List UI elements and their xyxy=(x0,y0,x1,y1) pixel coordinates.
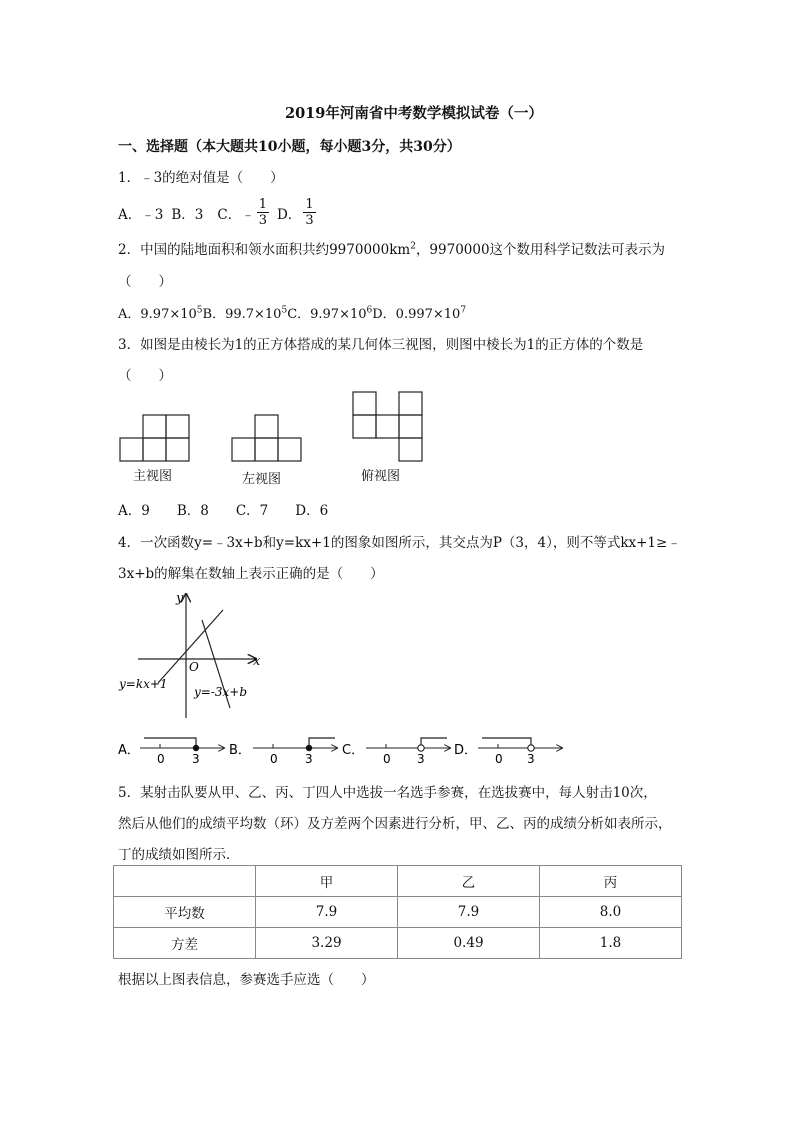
question-5-question: 根据以上图表信息，参赛选手应选（ ） xyxy=(118,972,375,988)
question-4-stem-line1: 4．一次函数y=﹣3x+b和y=kx+1的图象如图所示，其交点为P（3，4），则不等式kx+1≥﹣ xyxy=(118,535,681,551)
table-cell: 1.8 xyxy=(540,928,682,959)
svg-text:3: 3 xyxy=(527,752,535,766)
question-3-options: A．9 B．8 C．7 D．6 xyxy=(118,503,329,519)
option-a-label: A． xyxy=(118,743,140,758)
q2-option-c-exp: 6 xyxy=(366,305,373,316)
x-axis-label: x xyxy=(253,654,261,669)
q1-option-a: A．﹣3 xyxy=(118,206,164,223)
table-header-cell: 甲 xyxy=(256,866,398,897)
table-row xyxy=(114,897,682,928)
page-title: 2019年河南省中考数学模拟试卷（一） xyxy=(285,105,543,122)
q2-option-d-exp: 7 xyxy=(460,305,467,316)
origin-label: O xyxy=(189,660,199,674)
q2-option-d: D．0.997×10 xyxy=(372,307,461,322)
number-line-b xyxy=(253,738,337,766)
y-axis-label: y xyxy=(176,591,184,606)
number-line-options xyxy=(116,730,566,770)
top-view-label: 俯视图 xyxy=(361,469,401,484)
q2-option-a-exp: 5 xyxy=(196,305,203,316)
svg-text:3: 3 xyxy=(305,752,313,766)
table-header-row xyxy=(114,866,682,897)
svg-text:3: 3 xyxy=(192,752,200,766)
number-line-a xyxy=(140,738,224,766)
front-view-diagram xyxy=(120,415,189,461)
question-5-line3: 丁的成绩如图所示． xyxy=(118,847,240,863)
question-1-stem: 1．﹣3的绝对值是（ ） xyxy=(118,170,284,186)
question-4-stem-line2: 3x+b的解集在数轴上表示正确的是（ ） xyxy=(118,566,384,582)
table-cell: 8.0 xyxy=(540,897,682,928)
table-cell: 7.9 xyxy=(398,897,540,928)
q1-option-c-fraction xyxy=(257,198,269,227)
question-3-stem: 3．如图是由棱长为1的正方体搭成的某几何体三视图，则图中棱长为1的正方体的个数是 xyxy=(118,337,644,353)
section-heading: 一、选择题（本大题共10小题，每小题3分，共30分） xyxy=(118,139,461,155)
table-cell: 方差 xyxy=(114,928,256,959)
fraction-numerator: 1 xyxy=(258,197,267,212)
q2-stem-superscript: 2 xyxy=(410,241,416,252)
score-table xyxy=(113,865,682,959)
option-c-label: C． xyxy=(342,743,365,758)
question-5-line1: 5．某射击队要从甲、乙、丙、丁四人中选拔一名选手参赛，在选拔赛中，每人射击10次， xyxy=(118,785,657,801)
top-view-diagram xyxy=(353,392,422,461)
left-view-label: 左视图 xyxy=(242,472,282,487)
svg-text:0: 0 xyxy=(495,752,503,766)
option-b-label: B． xyxy=(229,743,251,758)
table-header-cell xyxy=(114,866,256,897)
question-2-stem xyxy=(118,238,665,258)
table-header-cell: 乙 xyxy=(398,866,540,897)
svg-text:0: 0 xyxy=(383,752,391,766)
q1-option-b: B．3 xyxy=(171,206,204,223)
svg-text:0: 0 xyxy=(157,752,165,766)
fraction-denominator: 3 xyxy=(258,213,267,228)
fraction-numerator: 1 xyxy=(305,197,314,212)
line-neg3x-plus-b-label: y=-3x+b xyxy=(194,685,248,699)
q2-option-b: B．99.7×10 xyxy=(202,307,282,322)
q1-option-d: D． xyxy=(276,206,302,223)
question-2-paren: （ ） xyxy=(118,274,172,290)
question-5-line2: 然后从他们的成绩平均数（环）及方差两个因素进行分析，甲、乙、丙的成绩分析如表所示， xyxy=(118,816,672,832)
q2-stem-text: 2．中国的陆地面积和领水面积共约9970000km xyxy=(118,242,411,258)
fraction-denominator: 3 xyxy=(305,213,314,228)
q2-option-a: A．9.97×10 xyxy=(118,307,197,322)
q2-option-b-exp: 5 xyxy=(281,305,288,316)
question-1-options xyxy=(118,198,318,227)
number-line-d xyxy=(478,738,562,766)
svg-text:0: 0 xyxy=(270,752,278,766)
function-graph-figure xyxy=(116,588,266,720)
table-cell: 3.29 xyxy=(256,928,398,959)
question-2-options xyxy=(118,303,466,322)
option-d-label: D． xyxy=(454,743,478,758)
table-cell: 0.49 xyxy=(398,928,540,959)
number-line-c xyxy=(366,738,450,766)
table-cell: 7.9 xyxy=(256,897,398,928)
q2-stem-tail: ，9970000这个数用科学记数法可表示为 xyxy=(415,242,666,258)
table-header-cell: 丙 xyxy=(540,866,682,897)
question-3-paren: （ ） xyxy=(118,368,172,384)
q2-option-c: C．9.97×10 xyxy=(287,307,367,322)
line-kx-plus-1-label: y=kx+1 xyxy=(119,677,168,691)
front-view-label: 主视图 xyxy=(133,469,173,484)
table-cell: 平均数 xyxy=(114,897,256,928)
left-view-diagram xyxy=(232,415,301,461)
q1-option-c: C．﹣ xyxy=(217,206,255,223)
q1-option-d-fraction xyxy=(303,198,315,227)
table-row xyxy=(114,928,682,959)
svg-text:3: 3 xyxy=(417,752,425,766)
